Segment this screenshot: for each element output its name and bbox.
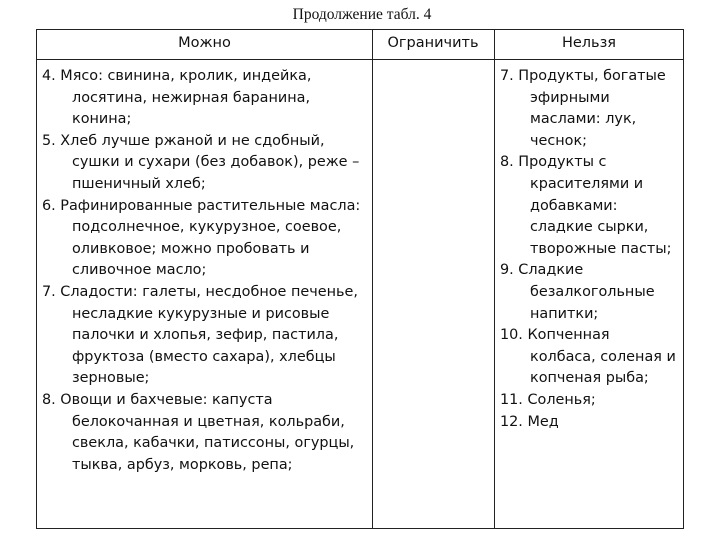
list-item: 11. Соленья;: [500, 391, 596, 408]
column-forbidden: [500, 66, 680, 433]
list-item: 4. Мясо: свинина, кролик, индейка, лосятина, нежирная баранина, конина;: [42, 68, 312, 128]
list-item: 8. Продукты с красителями и добавками: сладкие сырки, творожные пасты;: [500, 154, 672, 257]
header-forbidden: Нельзя: [561, 35, 617, 51]
list-item: 8. Овощи и бахчевые: капуста белокочанная и цветная, кольраби, свекла, кабачки, патиссоны, огурцы, тыква, арбуз, морковь, репа;: [42, 391, 355, 473]
table-header-row: [37, 30, 683, 60]
column-divider: [494, 30, 495, 528]
list-item: 7. Продукты, богатые эфирными маслами: лук, чеснок;: [500, 68, 666, 149]
header-limit: Ограничить: [387, 35, 479, 51]
list-item: 6. Рафинированные растительные масла: подсолнечное, кукурузное, соевое, оливковое; можно пробовать и сливочное масло;: [42, 197, 361, 279]
list-item: 10. Копченная колбаса, соленая и копченая рыба;: [500, 327, 676, 387]
list-item: 5. Хлеб лучше ржаной и не сдобный, сушки и сухари (без добавок), реже – пшеничный хлеб;: [42, 132, 360, 192]
list-item: 12. Мед: [500, 413, 559, 430]
column-divider: [372, 30, 373, 528]
column-allowed: [42, 66, 367, 476]
list-item: 9. Сладкие безалкогольные напитки;: [500, 262, 655, 322]
list-item: 7. Сладости: галеты, несдобное печенье, несладкие кукурузные и рисовые палочки и хлопья, зефир, пастила, фруктоза (вместо сахара), хлебцы зерновые;: [42, 283, 358, 387]
table-caption: Продолжение табл. 4: [292, 6, 432, 23]
header-allowed: Можно: [178, 35, 231, 51]
diet-table: [36, 29, 684, 529]
